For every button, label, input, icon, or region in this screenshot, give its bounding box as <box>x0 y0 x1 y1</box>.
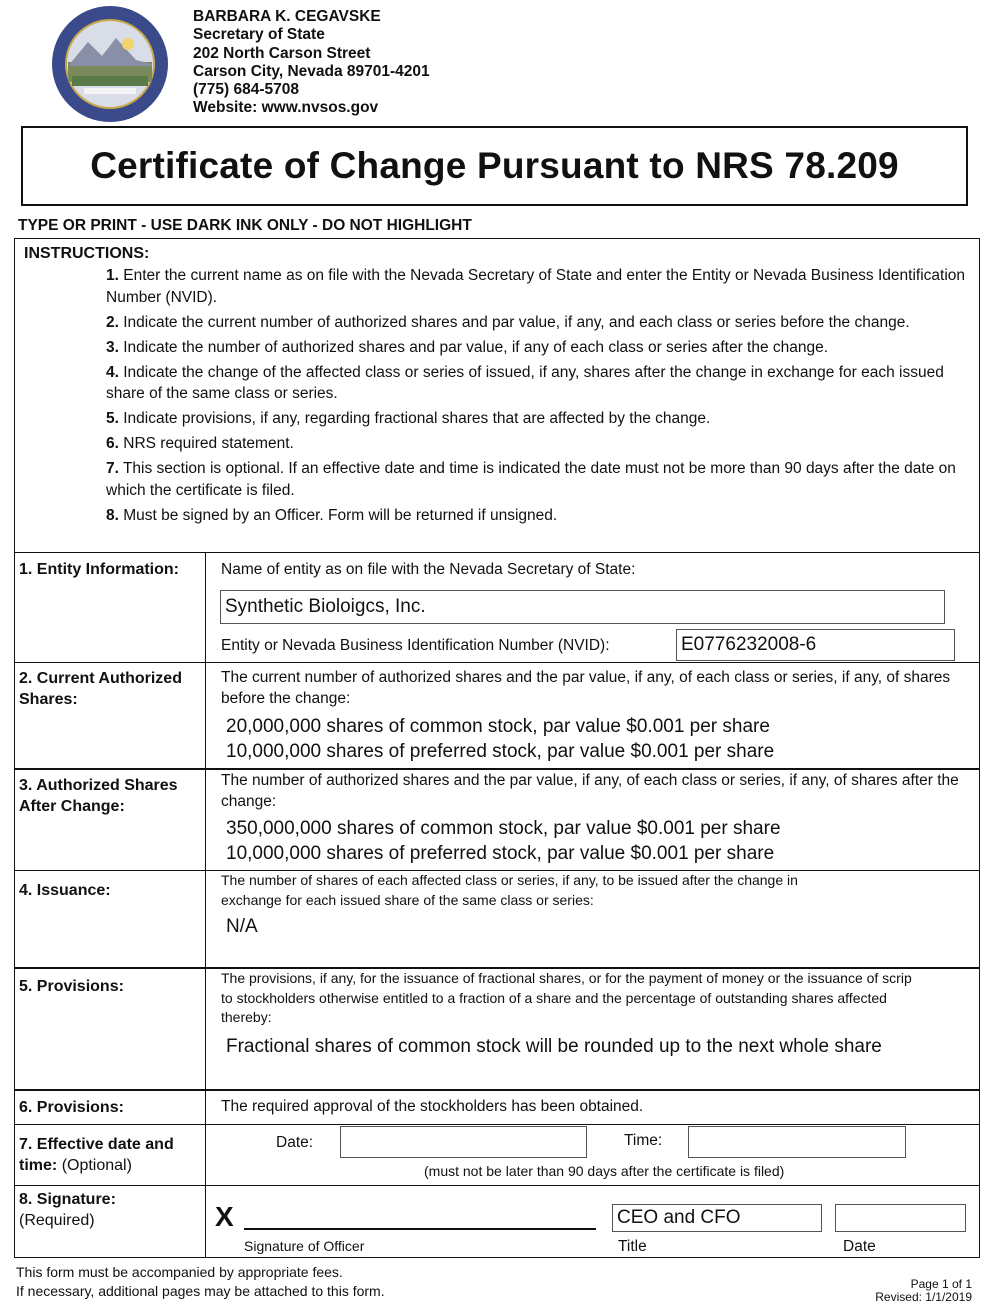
signature-line[interactable] <box>244 1228 596 1230</box>
section4-value: N/A <box>226 916 258 937</box>
nvid-prompt: Entity or Nevada Business Identification Number (NVID): <box>221 637 610 654</box>
instruction-item: 1. Enter the current name as on file with the Nevada Secretary of State and enter the Entity or Nevada Business Identification Number (NVID). <box>106 267 966 306</box>
street-address: 202 North Carson Street <box>193 44 371 62</box>
phone: (775) 684-5708 <box>193 81 299 99</box>
signature-date-field[interactable] <box>835 1204 966 1232</box>
section5-label: 5. Provisions: <box>19 978 124 995</box>
section5-prompt: The provisions, if any, for the issuance of fractional shares, or for the payment of money or the issuance of scrip to stockholders otherwise entitled to a fraction of a share and the percentage of outstanding shares affected thereby: <box>221 970 912 1025</box>
section6-label: 6. Provisions: <box>19 1099 124 1116</box>
instruction-item: 4. Indicate the change of the affected class or series of issued, if any, shares after the change in exchange for each issued share of the same class or series. <box>106 363 944 402</box>
section2-label: 2. Current Authorized Shares: <box>19 670 182 708</box>
instruction-item: 8. Must be signed by an Officer. Form will be returned if unsigned. <box>106 506 558 524</box>
secretary-of-state-contact <box>193 8 430 118</box>
effective-date-note: (must not be later than 90 days after the certificate is filed) <box>424 1163 785 1179</box>
section8-label: 8. Signature: (Required) <box>19 1191 116 1229</box>
section4-prompt: The number of shares of each affected class or series, if any, to be issued after the change in exchange for each issued share of the same class or series: <box>221 872 798 908</box>
nvid-value: E0776232008-6 <box>681 634 817 655</box>
state-seal <box>50 4 170 124</box>
signature-x-mark: X <box>215 1201 234 1232</box>
instructions-list <box>106 265 974 530</box>
ink-notice: TYPE OR PRINT - USE DARK INK ONLY - DO NOT HIGHLIGHT <box>18 217 472 234</box>
effective-time-field[interactable] <box>688 1126 906 1158</box>
section4-label: 4. Issuance: <box>19 882 111 899</box>
signature-caption: Signature of Officer <box>244 1238 365 1254</box>
section1-label: 1. Entity Information: <box>19 561 179 578</box>
city-address: Carson City, Nevada 89701-4201 <box>193 62 430 80</box>
instruction-item: 6. NRS required statement. <box>106 435 294 452</box>
effective-date-field[interactable] <box>340 1126 587 1158</box>
title-caption: Title <box>618 1238 647 1255</box>
officer-title-field[interactable] <box>612 1204 822 1232</box>
date-label: Date: <box>276 1134 314 1151</box>
entity-name-field[interactable] <box>220 590 945 624</box>
instructions-heading: INSTRUCTIONS: <box>24 245 150 262</box>
footer-notes: This form must be accompanied by appropriate fees. If necessary, additional pages may be attached to this form. <box>16 1264 385 1299</box>
office: Secretary of State <box>193 26 325 44</box>
section2-value: 20,000,000 shares of common stock, par value $0.001 per share 10,000,000 shares of preferred stock, par value $0.001 per share <box>226 716 775 762</box>
page-info: Page 1 of 1 Revised: 1/1/2019 <box>875 1277 972 1304</box>
section2-prompt: The current number of authorized shares and the par value, if any, of each class or series, if any, of shares before the change: <box>221 669 951 707</box>
official-name: BARBARA K. CEGAVSKE <box>193 8 381 25</box>
section7-label: 7. Effective date and time: (Optional) <box>19 1136 174 1174</box>
section6-statement: The required approval of the stockholders has been obtained. <box>221 1098 644 1115</box>
section3-prompt: The number of authorized shares and the par value, if any, of each class or series, if any, of shares after the change: <box>221 772 959 810</box>
instruction-item: 2. Indicate the current number of authorized shares and par value, if any, and each class or series before the change. <box>106 313 910 331</box>
section3-value: 350,000,000 shares of common stock, par value $0.001 per share 10,000,000 shares of preferred stock, par value $0.001 per share <box>226 818 781 864</box>
instruction-item: 7. This section is optional. If an effective date and time is indicated the date must not be more than 90 days after the date on which the certificate is filed. <box>106 460 956 499</box>
website[interactable]: Website: www.nvsos.gov <box>193 99 379 117</box>
section5-value: Fractional shares of common stock will be rounded up to the next whole share <box>226 1036 882 1057</box>
entity-name-prompt: Name of entity as on file with the Nevada Secretary of State: <box>221 561 636 578</box>
date-caption: Date <box>843 1238 876 1255</box>
form-title: Certificate of Change Pursuant to NRS 78.209 <box>90 145 899 186</box>
instruction-item: 3. Indicate the number of authorized shares and par value, if any of each class or series after the change. <box>106 338 829 356</box>
nvid-field[interactable] <box>676 629 955 661</box>
form-title-box <box>21 126 968 206</box>
entity-name-value: Synthetic Bioloigcs, Inc. <box>225 596 426 617</box>
officer-title-value: CEO and CFO <box>617 1207 741 1228</box>
instruction-item: 5. Indicate provisions, if any, regarding fractional shares that are affected by the change. <box>106 410 711 427</box>
section3-label: 3. Authorized Shares After Change: <box>19 777 178 815</box>
time-label: Time: <box>624 1132 663 1149</box>
